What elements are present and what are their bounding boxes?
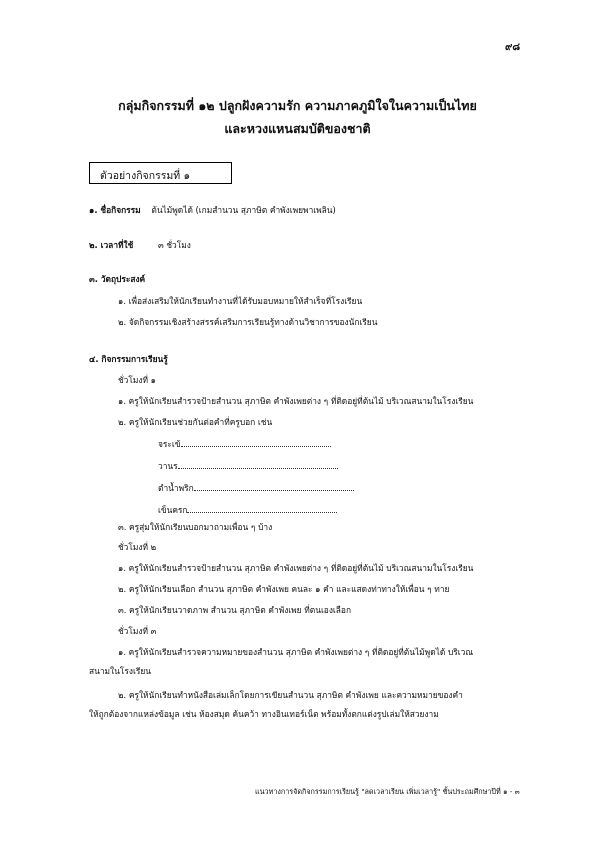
activity-item: ๑. ครูให้นักเรียนสำรวจป้ายสำนวน สุภาษิต คำพังเพยต่าง ๆ ที่ติดอยู่ที่ต้นไม้ บริเวณสนามในโรงเรียน: [118, 396, 474, 406]
objective-item: ๒. จัดกิจกรรมเชิงสร้างสรรค์เสริมการเรียนรู้ทางด้านวิชาการของนักเรียน: [118, 317, 378, 327]
section-label: ๑. ชื่อกิจกรรม: [89, 205, 141, 215]
objective-item: ๑. เพื่อส่งเสริมให้นักเรียนทำงานที่ได้รับมอบหมายให้สำเร็จที่โรงเรียน: [118, 296, 363, 306]
page-footer: แนวทางการจัดกิจกรรมการเรียนรู้ "ลดเวลาเรียน เพิ่มเวลารู้" ชั้นประถมศึกษาปีที่ ๑ - ๓: [255, 787, 520, 796]
page-number: ๙๘: [505, 42, 521, 53]
activity-item: ๑. ครูให้นักเรียนสำรวจป้ายสำนวน สุภาษิต คำพังเพยต่าง ๆ ที่ติดอยู่ที่ต้นไม้ บริเวณสนามในโรงเรียน: [118, 563, 474, 573]
activity-item: ๓. ครูสุ่มให้นักเรียนบอกมาถามเพื่อน ๆ บ้าง: [118, 522, 273, 532]
blank-line: [178, 459, 338, 469]
hour-heading: ชั่วโมงที่ ๒: [118, 542, 157, 552]
activity-item-continued: สนามในโรงเรียน: [89, 666, 151, 676]
fill-word-line: [158, 459, 338, 473]
hour-heading: ชั่วโมงที่ ๑: [118, 375, 156, 385]
example-activity-box: ตัวอย่างกิจกรรมที่ ๑: [89, 162, 232, 184]
activity-item: ๒. ครูให้นักเรียนเลือก สำนวน สุภาษิต คำพังเพย คนละ ๑ คำ และแสดงท่าทางให้เพื่อน ๆ ทาย: [118, 584, 450, 594]
page-title: กลุ่มกิจกรรมที่ ๑๒ ปลูกฝังความรัก ความภาคภูมิใจในความเป็นไทย: [118, 98, 477, 113]
page-subtitle: และหวงแหนสมบัติของชาติ: [224, 121, 371, 136]
section-activity-name: [89, 203, 336, 217]
blank-line: [181, 437, 331, 447]
section-learning-label: ๔. กิจกรรมการเรียนรู้: [89, 354, 168, 364]
section-objectives-label: ๓. วัตถุประสงค์: [89, 274, 146, 284]
section-duration: [89, 238, 191, 252]
fill-word: วานร: [158, 461, 178, 471]
fill-word-line: [158, 437, 331, 451]
activity-item: ๒. ครูให้นักเรียนทำหนังสือเล่มเล็กโดยการเขียนสำนวน สุภาษิต คำพังเพย และความหมายของคำ: [118, 690, 463, 700]
activity-item: ๒. ครูให้นักเรียนช่วยกันต่อคำที่ครูบอก เช่น: [118, 417, 273, 427]
section-label: ๒. เวลาที่ใช้: [89, 240, 134, 250]
activity-item-continued: ให้ถูกต้องจากแหล่งข้อมูล เช่น ห้องสมุด ค้นคว้า ทางอินเทอร์เน็ต พร้อมทั้งตกแต่งรูปเล่มให้สวยงาม: [89, 709, 439, 719]
activity-item: ๓. ครูให้นักเรียนวาดภาพ สำนวน สุภาษิต คำพังเพย ที่ตนเองเลือก: [118, 605, 352, 615]
fill-word: เข็นครก: [158, 505, 188, 515]
blank-line: [187, 503, 337, 513]
fill-word-line: [158, 481, 354, 495]
fill-word-line: [158, 503, 337, 517]
blank-line: [194, 481, 354, 491]
hour-heading: ชั่วโมงที่ ๓: [118, 626, 157, 636]
section-text: ๓ ชั่วโมง: [157, 240, 191, 250]
fill-word: ตำน้ำพริก: [158, 483, 194, 493]
fill-word: จระเข้: [158, 439, 181, 449]
activity-item: ๑. ครูให้นักเรียนสำรวจความหมายของสำนวน สุภาษิต คำพังเพยต่าง ๆ ที่ติดอยู่ที่ต้นไม้พูดได้ บริเวณ: [118, 647, 474, 657]
section-text: ต้นไม้พูดได้ (เกมสำนวน สุภาษิต คำพังเพยพาเพลิน): [151, 205, 336, 215]
